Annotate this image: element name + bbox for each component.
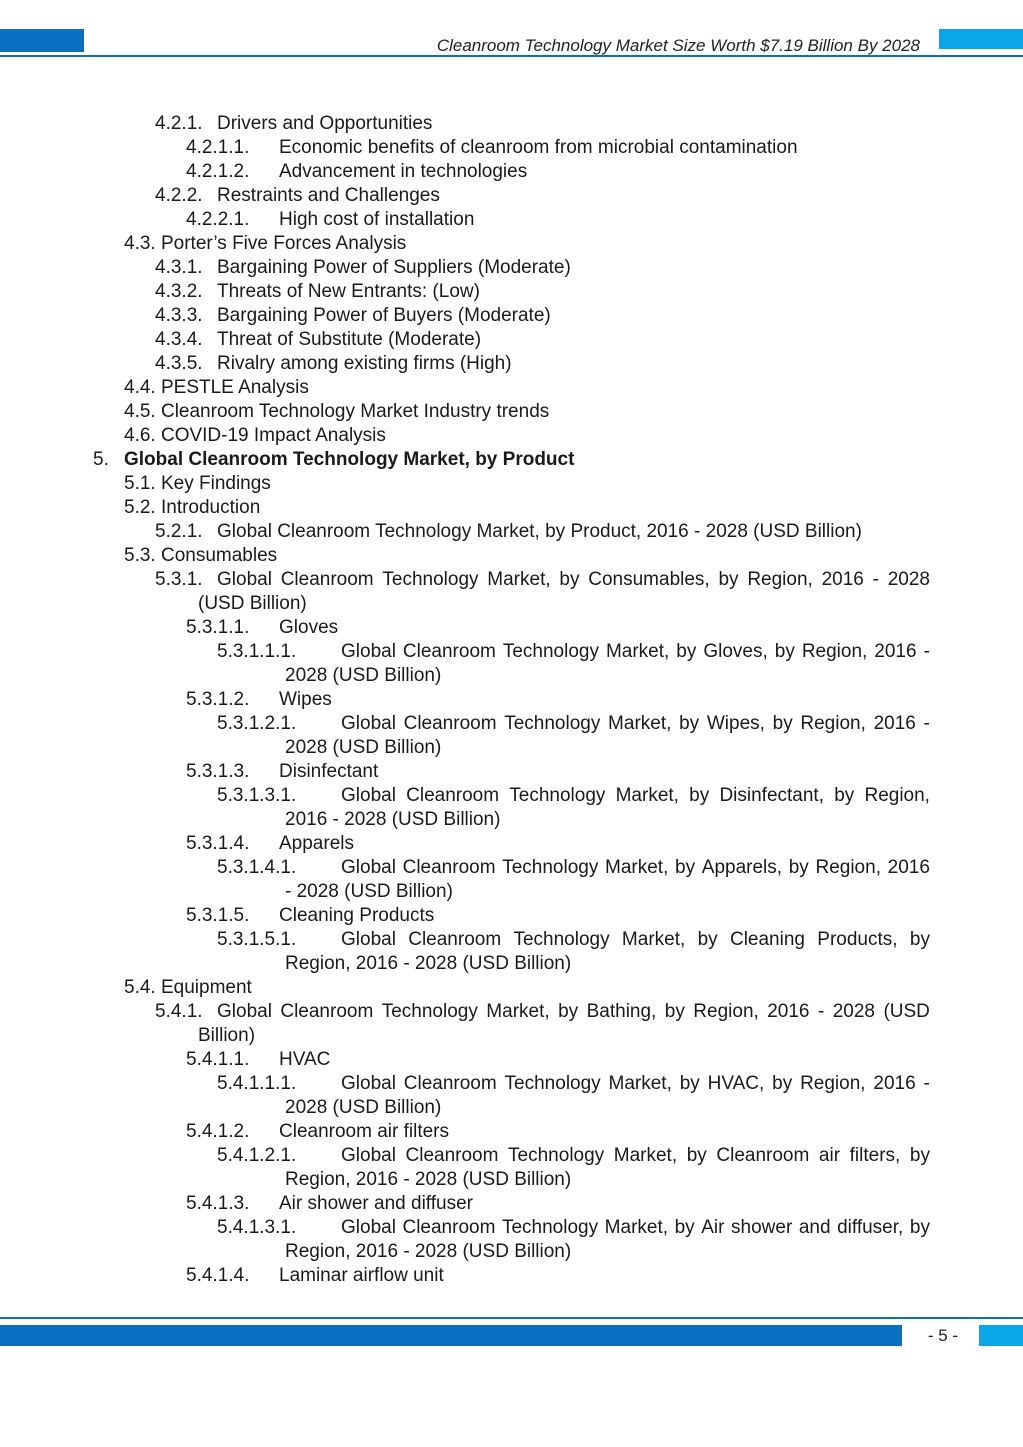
toc-word: Cleanroom xyxy=(280,569,374,590)
toc-word: Cleanroom xyxy=(402,857,496,878)
toc-word: (USD xyxy=(883,1001,930,1022)
toc-title-wrapped xyxy=(341,712,930,736)
toc-title: Global Cleanroom Technology Market, by Product, 2016 - 2028 (USD Billion) xyxy=(217,521,862,542)
toc-word: by xyxy=(676,641,697,662)
toc-title-continued: Region, 2016 - 2028 (USD Billion) xyxy=(285,953,572,974)
toc-title-line xyxy=(341,640,930,664)
toc-word: 2016 xyxy=(821,569,864,590)
toc-title: Rivalry among existing firms (High) xyxy=(217,353,512,374)
toc-word: by xyxy=(559,569,580,590)
toc-title-continued: Region, 2016 - 2028 (USD Billion) xyxy=(285,1241,572,1262)
footer-accent xyxy=(979,1325,1023,1346)
toc-word: Global xyxy=(341,713,396,734)
toc-number: 4.3.4. xyxy=(155,329,203,350)
toc-word: Technology xyxy=(508,1145,605,1166)
toc-title: 4.4. PESTLE Analysis xyxy=(124,377,309,398)
toc-word: Market, xyxy=(486,1001,550,1022)
toc-word: Technology xyxy=(381,1001,478,1022)
toc-word: Global xyxy=(341,641,396,662)
toc-title: 5.4. Equipment xyxy=(124,977,252,998)
toc-word: Global xyxy=(217,569,272,590)
toc-title: 4.5. Cleanroom Technology Market Industry trends xyxy=(124,401,550,422)
toc-word: Global xyxy=(341,929,396,950)
toc-word: Technology xyxy=(501,1217,599,1238)
toc-title: Restraints and Challenges xyxy=(217,185,440,206)
header-accent-left xyxy=(0,29,84,52)
toc-word: Region, xyxy=(800,1073,866,1094)
toc-word: Market, xyxy=(608,713,672,734)
toc-word: Bathing, xyxy=(586,1001,657,1022)
toc-title: Drivers and Opportunities xyxy=(217,113,433,134)
toc-number: 5.4.1.1.1. xyxy=(217,1073,297,1094)
toc-title: HVAC xyxy=(279,1049,331,1070)
toc-word: shower xyxy=(731,1217,793,1238)
toc-word: - xyxy=(817,1001,825,1022)
toc-title-line xyxy=(341,784,930,808)
toc-word: Cleanroom xyxy=(408,929,502,950)
toc-number: 5.2.1. xyxy=(155,521,203,542)
toc-word: 2016 xyxy=(873,1073,916,1094)
toc-title-continued: (USD Billion) xyxy=(198,593,307,614)
toc-word: 2028 xyxy=(832,1001,875,1022)
toc-word: - xyxy=(923,641,930,662)
toc-word: and xyxy=(798,1217,831,1238)
toc-title-wrapped xyxy=(341,1144,930,1168)
toc-title-line xyxy=(341,1144,930,1168)
toc-title-line xyxy=(341,856,930,880)
toc-number: 5.3.1.5. xyxy=(186,905,250,926)
toc-title: 5.3. Consumables xyxy=(124,545,278,566)
toc-word: Technology xyxy=(509,785,606,806)
toc-title-line xyxy=(341,1216,930,1240)
toc-word: by xyxy=(834,785,855,806)
toc-word: Technology xyxy=(502,641,599,662)
toc-word: Cleanroom xyxy=(716,1145,810,1166)
toc-word: Market, xyxy=(605,857,669,878)
toc-word: Region, xyxy=(747,569,813,590)
toc-title: Laminar airflow unit xyxy=(279,1265,444,1286)
toc-title-continued: 2028 (USD Billion) xyxy=(285,665,442,686)
toc-title-line xyxy=(217,568,930,592)
toc-word: Disinfectant, xyxy=(719,785,824,806)
toc-word: Market, xyxy=(615,785,679,806)
toc-word: - xyxy=(872,569,879,590)
toc-word: by xyxy=(909,1145,930,1166)
toc-word: Region, xyxy=(800,713,866,734)
header-title: Cleanroom Technology Market Size Worth $7.19 Billion By 2028 xyxy=(436,36,920,55)
toc-word: Market, xyxy=(608,1073,672,1094)
toc-number: 4.3.1. xyxy=(155,257,203,278)
toc-word: by xyxy=(788,857,809,878)
toc-number: 4.2.1. xyxy=(155,113,203,134)
toc-title-continued: 2028 (USD Billion) xyxy=(285,737,442,758)
toc-number: 5.3.1. xyxy=(155,569,203,590)
toc-word: Market, xyxy=(605,641,670,662)
toc-word: Technology xyxy=(382,569,479,590)
toc-word: HVAC, xyxy=(707,1073,765,1094)
toc-word: Cleanroom xyxy=(403,1073,497,1094)
toc-title: Gloves xyxy=(279,617,339,638)
toc-word: Technology xyxy=(504,1073,601,1094)
toc-word: filters, xyxy=(849,1145,901,1166)
toc-title-continued: - 2028 (USD Billion) xyxy=(285,881,453,902)
toc-number: 5.3.1.2.1. xyxy=(217,713,297,734)
toc-title: Bargaining Power of Suppliers (Moderate) xyxy=(217,257,571,278)
toc-word: Global xyxy=(217,1001,272,1022)
toc-number: 5.3.1.1. xyxy=(186,617,250,638)
toc-word: Cleanroom xyxy=(406,785,500,806)
toc-title: Threats of New Entrants: (Low) xyxy=(217,281,480,302)
toc-word: 2016 xyxy=(767,1001,810,1022)
toc-number: 4.2.1.1. xyxy=(186,137,250,158)
toc-word: - xyxy=(923,713,930,734)
toc-word: Cleanroom xyxy=(403,713,497,734)
toc-number: 5.4.1.3. xyxy=(186,1193,250,1214)
toc-number: 4.3.3. xyxy=(155,305,203,326)
toc-word: Market, xyxy=(613,1145,678,1166)
toc-title-continued: 2016 - 2028 (USD Billion) xyxy=(285,809,501,830)
toc-title: Apparels xyxy=(279,833,354,854)
toc-title: Air shower and diffuser xyxy=(279,1193,473,1214)
toc-title: 5.2. Introduction xyxy=(124,497,261,518)
toc-title: Cleanroom air filters xyxy=(279,1121,449,1142)
toc-number: 5.4.1.4. xyxy=(186,1265,250,1286)
toc-word: Global xyxy=(341,857,396,878)
toc-word: Products, xyxy=(817,929,898,950)
toc-title-wrapped xyxy=(341,928,930,952)
toc-word: by xyxy=(686,1145,707,1166)
toc-title: High cost of installation xyxy=(279,209,475,230)
toc-word: Region, xyxy=(801,641,868,662)
toc-word: Consumables, xyxy=(588,569,710,590)
toc-word: diffuser, xyxy=(837,1217,904,1238)
footer-bar xyxy=(0,1325,902,1346)
toc-word: by xyxy=(558,1001,579,1022)
toc-title-wrapped xyxy=(341,784,930,808)
toc-word: air xyxy=(818,1145,841,1166)
toc-title-continued: 2028 (USD Billion) xyxy=(285,1097,442,1118)
toc-number: 5.4.1. xyxy=(155,1001,203,1022)
toc-number: 5.4.1.1. xyxy=(186,1049,250,1070)
toc-word: Wipes, xyxy=(706,713,765,734)
toc-title: Cleaning Products xyxy=(279,905,435,926)
toc-number: 5.3.1.4.1. xyxy=(217,857,297,878)
footer-rule xyxy=(0,1317,1023,1319)
toc-number: 5.3.1.5.1. xyxy=(217,929,297,950)
toc-word: Gloves, xyxy=(703,641,768,662)
toc-word: Cleanroom xyxy=(405,1145,499,1166)
toc-title-line xyxy=(341,928,930,952)
toc-word: by xyxy=(679,1073,700,1094)
toc-word: by xyxy=(909,1217,930,1238)
toc-title-continued: Region, 2016 - 2028 (USD Billion) xyxy=(285,1169,572,1190)
toc-title-wrapped xyxy=(217,568,930,592)
toc-word: by xyxy=(909,929,930,950)
toc-word: Market, xyxy=(487,569,551,590)
toc-title: Threat of Substitute (Moderate) xyxy=(217,329,482,350)
toc-word: 2016 xyxy=(874,641,917,662)
toc-number: 5.4.1.3.1. xyxy=(217,1217,297,1238)
toc-word: Global xyxy=(341,1145,396,1166)
toc-word: by xyxy=(772,713,793,734)
toc-title-wrapped xyxy=(341,856,930,880)
toc-word: Cleanroom xyxy=(280,1001,374,1022)
toc-title: Advancement in technologies xyxy=(279,161,528,182)
toc-title-line xyxy=(341,712,930,736)
toc-title-wrapped xyxy=(341,640,930,664)
toc-word: - xyxy=(923,1073,930,1094)
toc-title-wrapped xyxy=(341,1216,930,1240)
toc-word: Technology xyxy=(504,713,601,734)
toc-word: Cleanroom xyxy=(402,1217,496,1238)
toc-title: 5.1. Key Findings xyxy=(124,473,271,494)
toc-word: Technology xyxy=(502,857,599,878)
toc-number: 5.3.1.4. xyxy=(186,833,250,854)
toc-number: 4.2.2. xyxy=(155,185,203,206)
toc-word: 2028 xyxy=(887,569,930,590)
toc-number: 5.4.1.2.1. xyxy=(217,1145,297,1166)
toc-number: 5.3.1.2. xyxy=(186,689,250,710)
toc-title-line xyxy=(217,1000,930,1024)
toc-word: Global xyxy=(341,785,396,806)
toc-word: by xyxy=(679,713,700,734)
toc-word: Market, xyxy=(621,929,686,950)
toc-title: Bargaining Power of Buyers (Moderate) xyxy=(217,305,551,326)
toc-word: Technology xyxy=(513,929,610,950)
toc-title: Economic benefits of cleanroom from microbial contamination xyxy=(279,137,798,158)
toc-word: Region, xyxy=(693,1001,759,1022)
toc-word: 2016 xyxy=(887,857,930,878)
toc-word: by xyxy=(718,569,739,590)
toc-title-line xyxy=(341,1072,930,1096)
toc-word: by xyxy=(697,929,718,950)
toc-word: 2016 xyxy=(873,713,916,734)
toc-word: by xyxy=(664,1001,685,1022)
toc-title: 4.3. Porter’s Five Forces Analysis xyxy=(124,233,407,254)
toc-number: 5.4.1.2. xyxy=(186,1121,250,1142)
toc-number: 4.2.1.2. xyxy=(186,161,250,182)
toc-word: by xyxy=(675,857,696,878)
toc-number: 5. xyxy=(93,449,109,470)
toc-number: 4.2.2.1. xyxy=(186,209,250,230)
toc-word: by xyxy=(674,1217,695,1238)
page-number: - 5 - xyxy=(927,1326,959,1345)
toc-word: Global xyxy=(341,1217,396,1238)
toc-title: Disinfectant xyxy=(279,761,379,782)
toc-word: Region, xyxy=(815,857,881,878)
toc-word: Market, xyxy=(604,1217,669,1238)
toc-number: 4.3.5. xyxy=(155,353,203,374)
toc-title-wrapped xyxy=(217,1000,930,1024)
toc-title-wrapped xyxy=(341,1072,930,1096)
toc-number: 5.3.1.1.1. xyxy=(217,641,297,662)
toc-word: Global xyxy=(341,1073,396,1094)
toc-word: Apparels, xyxy=(701,857,783,878)
toc-number: 5.3.1.3.1. xyxy=(217,785,297,806)
toc-word: by xyxy=(689,785,710,806)
toc-word: Cleanroom xyxy=(402,641,496,662)
header-rule xyxy=(0,55,1023,57)
toc-word: Cleaning xyxy=(729,929,805,950)
toc-word: by xyxy=(772,1073,793,1094)
toc-word: by xyxy=(774,641,795,662)
toc-number: 5.3.1.3. xyxy=(186,761,250,782)
toc-title-continued: Billion) xyxy=(198,1025,256,1046)
toc-word: Air xyxy=(701,1217,725,1238)
toc-title: 4.6. COVID-19 Impact Analysis xyxy=(124,425,386,446)
toc-chapter-title: Global Cleanroom Technology Market, by Product xyxy=(124,449,575,470)
toc-number: 4.3.2. xyxy=(155,281,203,302)
toc-word: Region, xyxy=(864,785,930,806)
toc-title: Wipes xyxy=(279,689,332,710)
header-accent-right xyxy=(939,29,1023,49)
